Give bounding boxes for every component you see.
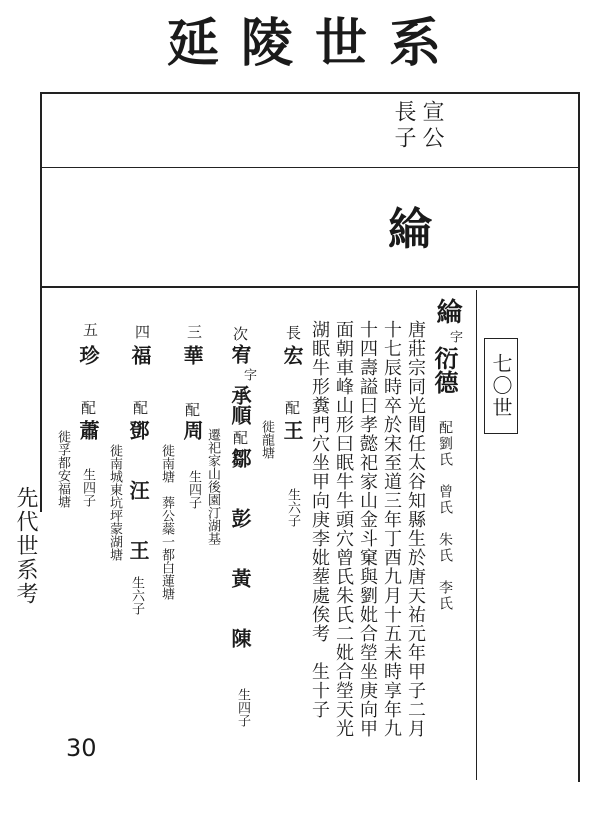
child-3-spouse: 周 <box>180 420 204 440</box>
head-spouses: 配劉氏 曾氏 朱氏 李氏 <box>437 420 453 612</box>
child-4-name: 福 <box>128 345 152 365</box>
child-5-spouse-label: 配 <box>79 400 97 415</box>
child-4-note: 生六子 <box>129 576 144 615</box>
frame-divider-1 <box>40 167 580 168</box>
child-5-note-top: 徙孚都安福塘 <box>55 430 70 508</box>
bio-line-5: 湖眠牛形糞門穴坐甲向庚李妣塟處俟考 生十子 <box>309 320 330 719</box>
child-3-spouse-label: 配 <box>183 402 201 417</box>
head-zi: 字 <box>447 330 462 343</box>
child-2-spouses-label: 配 <box>231 430 249 445</box>
frame-left-rule <box>40 92 42 512</box>
child-1-note: 生六子 <box>285 488 300 527</box>
child-2-note-mid: 遷祀家山後園汀湖基 <box>205 428 220 545</box>
child-3-order: 三 <box>185 324 203 339</box>
child-3-note-top: 徙南塘 葬公蘂一都白蓮塘 <box>159 444 174 600</box>
child-4-order: 四 <box>133 324 151 339</box>
bio-line-3: 十四壽謚曰孝懿祀家山金斗窠與劉妣合塋坐庚向甲 <box>357 320 378 738</box>
bio-line-4: 面朝車峰山形曰眠牛牛頭穴曾氏朱氏二妣合塋天光 <box>333 320 354 738</box>
father-line1: 宣公 <box>419 100 444 152</box>
generation-label: 七〇世 <box>489 353 513 419</box>
child-4-spouse: 鄧 汪 王 <box>126 420 150 570</box>
generation-box <box>484 338 518 434</box>
frame-right-rule <box>578 92 580 782</box>
child-1-spouse-label: 配 <box>283 400 301 415</box>
head-name: 綸 <box>432 298 462 324</box>
child-4-spouse-label: 配 <box>131 400 149 415</box>
child-3-note: 生四子 <box>186 470 201 509</box>
bio-line-1: 唐莊宗同光間任太谷知縣生於唐天祐元年甲子二月 <box>405 320 426 738</box>
child-2-spouses: 鄒 彭 黃 陳 <box>228 448 252 658</box>
child-1-name: 宏 <box>280 345 304 365</box>
child-5-order: 五 <box>81 322 99 337</box>
child-2-note: 生四子 <box>235 688 250 727</box>
generation-column-rule <box>476 290 477 780</box>
child-2-order: 次 <box>231 326 249 341</box>
side-label: 先代世系考 <box>13 486 38 606</box>
frame-divider-2 <box>40 286 580 288</box>
big-name: 綸 <box>388 204 432 255</box>
child-5-note: 生四子 <box>80 468 95 507</box>
child-2-zi: 字 <box>241 368 256 381</box>
bio-line-2: 十七辰時卒於宋至道三年丁酉九月十五未時享年九 <box>381 320 402 738</box>
child-4-note-top: 徙南城東坑坪蒙湖塘 <box>107 444 122 561</box>
child-3-name: 華 <box>180 345 204 365</box>
child-5-name: 珍 <box>76 345 100 365</box>
frame-top-rule <box>40 92 580 94</box>
father-line2: 長子 <box>391 100 416 152</box>
page-title: 延陵世系 <box>166 13 463 74</box>
child-5-spouse: 蕭 <box>76 420 100 440</box>
child-2-name: 宥 <box>228 344 252 364</box>
child-1-spouse: 王 <box>280 420 304 440</box>
head-zi-name: 衍德 <box>430 346 459 394</box>
child-2-zi-name: 承順 <box>228 385 252 425</box>
child-2-note-top: 徙龍塘 <box>259 420 274 459</box>
child-1-order: 長 <box>284 325 302 340</box>
page-number: 30 <box>66 734 97 762</box>
